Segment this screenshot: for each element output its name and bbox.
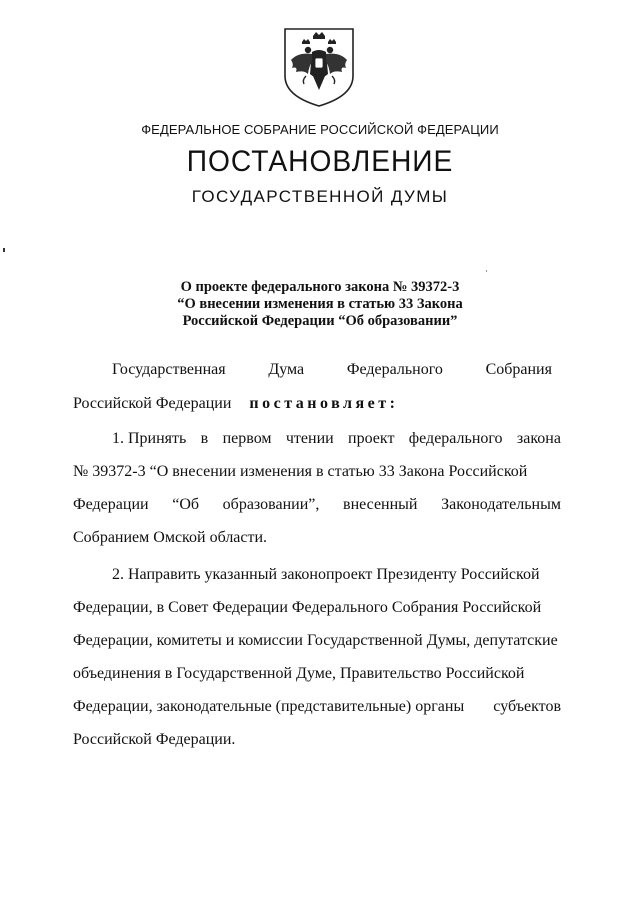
item-1-word: внесенный: [343, 496, 418, 513]
parliament-name: ФЕДЕРАЛЬНОЕ СОБРАНИЕ РОССИЙСКОЙ ФЕДЕРАЦИИ: [141, 122, 499, 137]
item-2-text: Федерации, законодательные (представительные) органы: [73, 698, 465, 715]
item-1-line-1: [112, 430, 561, 448]
item-2-line-1: 2. Направить указанный законопроект Президенту Российской: [112, 566, 540, 583]
item-1-word: 1. Принять: [112, 430, 187, 447]
preamble-country: Российской Федерации: [73, 395, 232, 412]
scan-speck: [486, 270, 487, 272]
scan-edge-mark: [3, 248, 5, 252]
preamble-line-2: [73, 395, 398, 413]
item-1-word: Законодательным: [441, 496, 561, 513]
item-1-word: “Об: [172, 496, 200, 513]
decree-word: постановляет:: [249, 395, 399, 412]
item-2-text: субъектов: [493, 698, 561, 715]
item-1-line-4: Собранием Омской области.: [73, 529, 268, 546]
item-1-word: проект: [348, 430, 395, 447]
item-2-line-2: Федерации, в Совет Федерации Федерального Собрания Российской: [73, 599, 542, 616]
issuer-name: ГОСУДАРСТВЕННОЙ ДУМЫ: [191, 187, 449, 206]
item-1-word: федерального: [408, 430, 503, 447]
preamble-word: Собрания: [485, 361, 552, 378]
item-2-line-6: Российской Федерации.: [73, 731, 236, 748]
item-1-word: первом: [222, 430, 272, 447]
item-1-line-2: № 39372-3 “О внесении изменения в статью 33 Закона Российской: [73, 463, 528, 480]
document-type-title: ПОСТАНОВЛЕНИЕ: [186, 145, 454, 178]
subject-line-1: О проекте федерального закона № 39372-3: [180, 279, 460, 295]
item-1-word: Федерации: [73, 496, 149, 513]
preamble-word: Государственная: [112, 361, 226, 378]
item-1-word: в: [200, 430, 209, 447]
item-1-line-3: [73, 496, 561, 514]
preamble-line-1: [112, 361, 552, 379]
item-1-word: образовании”,: [222, 496, 320, 513]
resolution-subject: [0, 279, 640, 330]
preamble-word: Дума: [268, 361, 305, 378]
item-2-line-3: Федерации, комитеты и комиссии Государственной Думы, депутатские: [73, 632, 558, 649]
item-2-line-4: объединения в Государственной Думе, Правительство Российской: [73, 665, 525, 682]
coat-of-arms-emblem: [282, 26, 356, 108]
preamble-word: Федерального: [346, 361, 443, 378]
item-1-word: закона: [516, 430, 561, 447]
item-1-word: чтении: [285, 430, 334, 447]
item-2-line-5: [73, 698, 561, 716]
subject-line-2: “О внесении изменения в статью 33 Закона: [177, 296, 463, 312]
subject-line-3: Российской Федерации “Об образовании”: [182, 313, 458, 329]
